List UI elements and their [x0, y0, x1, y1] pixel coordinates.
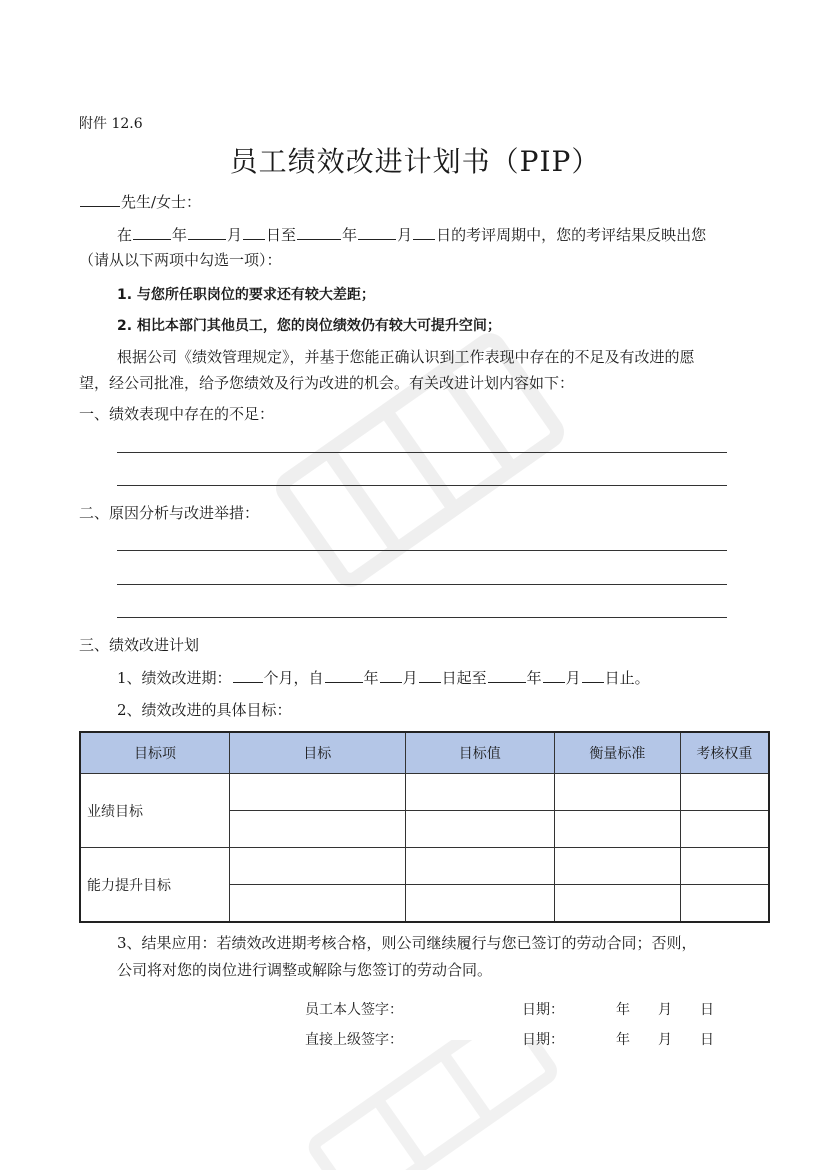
section-1-heading: 一、绩效表现中存在的不足：: [79, 405, 275, 423]
start-month-blank[interactable]: [188, 223, 226, 240]
intro-line-1: 在 年 月 日至 年 月 日的考评周期中，您的考评结果反映出您: [117, 223, 706, 245]
attachment-number: 附件 12.6: [79, 116, 143, 132]
months-blank[interactable]: [233, 666, 263, 683]
goals-intro: 2、绩效改进的具体目标：: [117, 701, 292, 719]
table-cell[interactable]: [405, 811, 555, 848]
intro-line-2: （请从以下两项中勾选一项）：: [79, 251, 282, 269]
table-cell[interactable]: [230, 885, 405, 923]
header-goal: 目标: [230, 732, 405, 774]
table-header-row: [80, 732, 769, 774]
section-3-heading: 三、绩效改进计划: [79, 636, 200, 654]
date-year: 年: [616, 1002, 630, 1018]
fill-line[interactable]: [117, 584, 727, 585]
greeting: 先生/女士：: [79, 190, 201, 212]
option-2[interactable]: 2. 相比本部门其他员工，您的岗位绩效仍有较大可提升空间；: [117, 318, 501, 334]
table-cell[interactable]: [680, 848, 769, 885]
period-end-year-blank[interactable]: [488, 666, 526, 683]
period-start-year-blank[interactable]: [325, 666, 363, 683]
period-start-month-blank[interactable]: [380, 666, 402, 683]
section-2-heading: 二、原因分析与改进举措：: [79, 504, 260, 522]
fill-line[interactable]: [117, 617, 727, 618]
table-cell[interactable]: [555, 885, 681, 923]
end-day-blank[interactable]: [413, 223, 435, 240]
result-line-2: 公司将对您的岗位进行调整或解除与您签订的劳动合同。: [117, 961, 493, 979]
table-row: [80, 774, 769, 811]
supervisor-date-label: 日期：: [522, 1032, 564, 1048]
table-cell[interactable]: [680, 811, 769, 848]
fill-line[interactable]: [117, 485, 727, 486]
basis-line-2: 望，经公司批准，给予您绩效及行为改进的机会。有关改进计划内容如下：: [79, 374, 575, 392]
basis-line-1: 根据公司《绩效管理规定》，并基于您能正确认识到工作表现中存在的不足及有改进的愿: [117, 348, 695, 366]
header-weight: 考核权重: [680, 732, 769, 774]
result-line-1: 3、结果应用：若绩效改进期考核合格，则公司继续履行与您已签订的劳动合同；否则，: [117, 934, 697, 952]
end-month-blank[interactable]: [358, 223, 396, 240]
table-cell[interactable]: [555, 848, 681, 885]
table-cell[interactable]: [230, 811, 405, 848]
table-cell[interactable]: [555, 811, 681, 848]
goals-table: [79, 731, 770, 923]
date-day: 日: [700, 1002, 714, 1018]
page-title: 员工绩效改进计划书（PIP）: [229, 145, 601, 178]
table-cell[interactable]: [405, 774, 555, 811]
table-cell[interactable]: [555, 774, 681, 811]
table-cell[interactable]: [680, 774, 769, 811]
watermark-logo-bottom: [280, 1040, 580, 1170]
employee-date-label: 日期：: [522, 1002, 564, 1018]
option-1[interactable]: 1. 与您所任职岗位的要求还有较大差距；: [117, 287, 375, 303]
date-day: 日: [700, 1032, 714, 1048]
supervisor-signature-label[interactable]: 直接上级签字：: [305, 1032, 403, 1048]
period-end-day-blank[interactable]: [582, 666, 604, 683]
header-goal-value: 目标值: [405, 732, 555, 774]
name-blank[interactable]: [80, 190, 120, 207]
period-end-month-blank[interactable]: [543, 666, 565, 683]
fill-line[interactable]: [117, 452, 727, 453]
fill-line[interactable]: [117, 550, 727, 551]
period-start-day-blank[interactable]: [419, 666, 441, 683]
table-cell[interactable]: [405, 848, 555, 885]
header-measure: 衡量标准: [555, 732, 681, 774]
table-cell[interactable]: [680, 885, 769, 923]
date-year: 年: [616, 1032, 630, 1048]
start-day-blank[interactable]: [243, 223, 265, 240]
table-cell[interactable]: [405, 885, 555, 923]
row-label-performance: 业绩目标: [80, 774, 230, 848]
start-year-blank[interactable]: [133, 223, 171, 240]
watermark-logo: [250, 330, 590, 590]
table-row: [80, 848, 769, 885]
date-month: 月: [658, 1002, 672, 1018]
row-label-capability: 能力提升目标: [80, 848, 230, 923]
table-cell[interactable]: [230, 774, 405, 811]
date-month: 月: [658, 1032, 672, 1048]
table-cell[interactable]: [230, 848, 405, 885]
employee-signature-label[interactable]: 员工本人签字：: [305, 1002, 403, 1018]
header-goal-item: 目标项: [80, 732, 230, 774]
end-year-blank[interactable]: [297, 223, 341, 240]
improvement-period: 1、绩效改进期： 个月，自 年 月 日起至 年 月 日止。: [117, 666, 650, 688]
